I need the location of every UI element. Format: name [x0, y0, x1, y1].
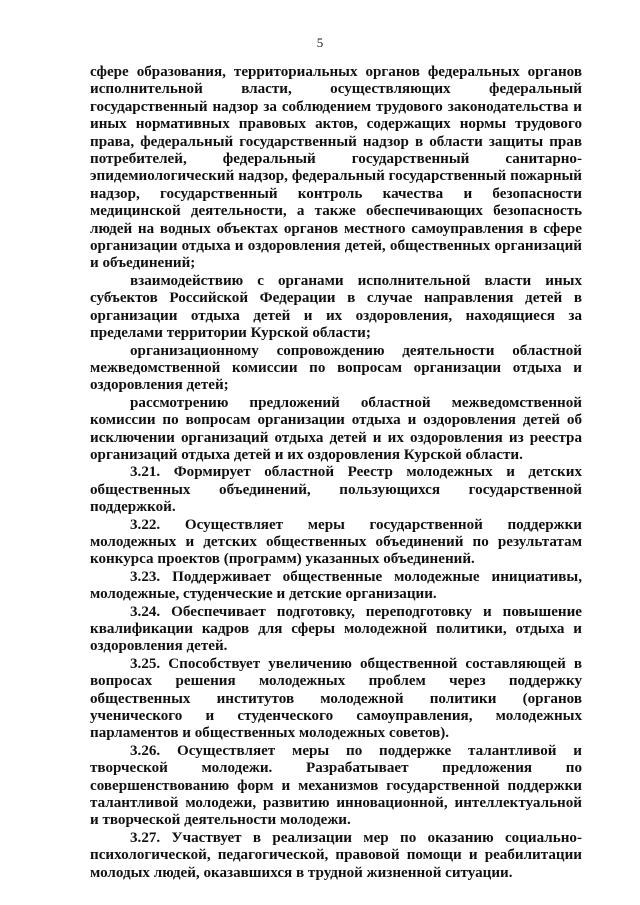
- paragraph-3-27: 3.27. Участвует в реализации мер по оказанию социально-психологической, педагогической, правовой помощи и реабилитации молодых людей, оказавшихся в трудной жизненной ситуации.: [90, 829, 582, 881]
- paragraph-3-24: 3.24. Обеспечивает подготовку, переподготовку и повышение квалификации кадров для сферы молодежной политики, отдыха и оздоровления детей.: [90, 603, 582, 655]
- paragraph-interaction: взаимодействию с органами исполнительной власти иных субъектов Российской Федерации в случае направления детей в организации отдыха детей и их оздоровления, находящиеся за пределами территории Курской области;: [90, 272, 582, 342]
- paragraph-3-23: 3.23. Поддерживает общественные молодежные инициативы, молодежные, студенческие и детские организации.: [90, 568, 582, 603]
- paragraph-3-26: 3.26. Осуществляет меры по поддержке талантливой и творческой молодежи. Разрабатывает предложения по совершенствованию форм и механизмов государственной поддержки талантливой молодежи, развитию инновационной, интеллектуальной и творческой деятельности молодежи.: [90, 742, 582, 829]
- document-body: [90, 64, 582, 882]
- paragraph-continuation: сфере образования, территориальных органов федеральных органов исполнительной власти, осуществляющих федеральный государственный надзор за соблюдением трудового законодательства и иных нормативных правовых актов, содержащих нормы трудового права, федеральный государственный надзор в области защиты прав потребителей, федеральный государственный санитарно-эпидемиологический надзор, федеральный государственный пожарный надзор, государственный контроль качества и безопасности медицинской деятельности, а также обеспечивающих безопасность людей на водных объектах органов местного самоуправления в сфере организации отдыха и оздоровления детей, общественных организаций и объединений;: [90, 64, 582, 272]
- page-number: 5: [316, 35, 324, 50]
- paragraph-commission-support: организационному сопровождению деятельности областной межведомственной комиссии по вопросам организации отдыха и оздоровления детей;: [90, 342, 582, 394]
- paragraph-proposals-review: рассмотрению предложений областной межведомственной комиссии по вопросам организации отдыха и оздоровления детей об исключении организаций отдыха детей и их оздоровления из реестра организаций отдыха детей и их оздоровления Курской области.: [90, 394, 582, 463]
- paragraph-3-25: 3.25. Способствует увеличению общественной составляющей в вопросах решения молодежных проблем через поддержку общественных институтов молодежной политики (органов ученического и студенческого самоуправления, молодежных парламентов и общественных молодежных советов).: [90, 655, 582, 742]
- paragraph-3-22: 3.22. Осуществляет меры государственной поддержки молодежных и детских общественных объединений по результатам конкурса проектов (программ) указанных объединений.: [90, 516, 582, 568]
- paragraph-3-21: 3.21. Формирует областной Реестр молодежных и детских общественных объединений, пользующихся государственной поддержкой.: [90, 464, 582, 516]
